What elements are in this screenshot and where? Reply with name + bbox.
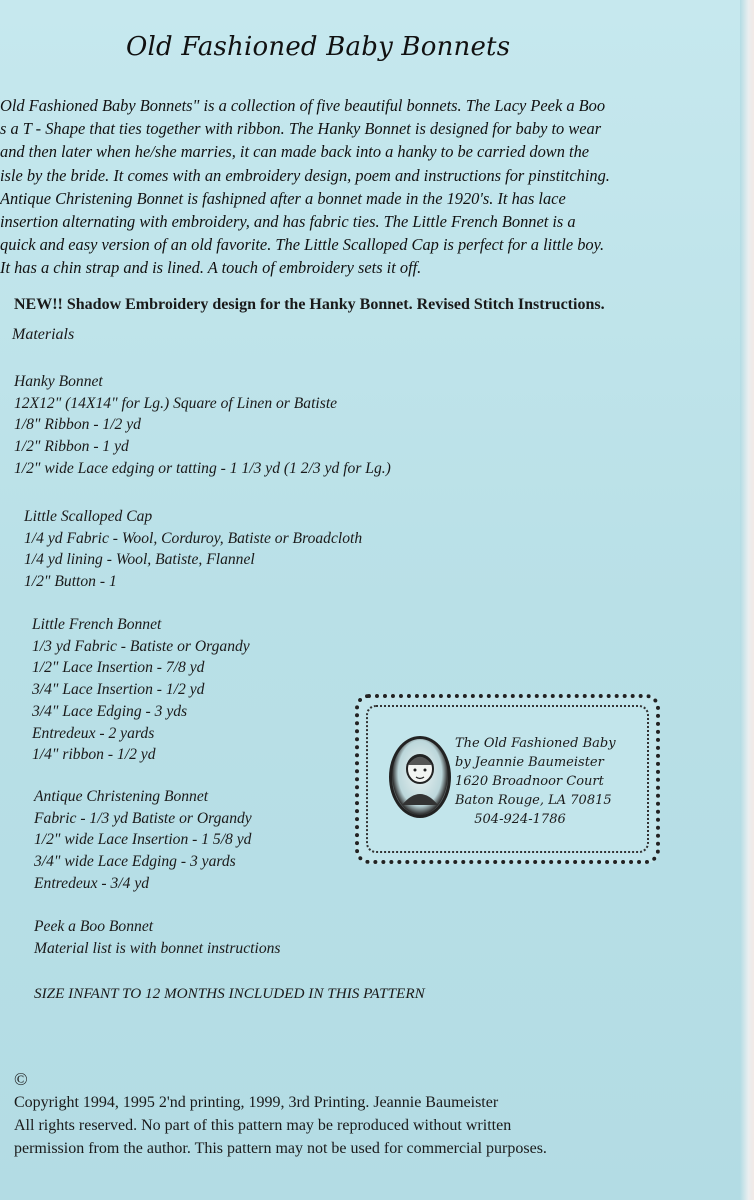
material-item: 3/4" Lace Edging - 3 yds xyxy=(32,702,188,720)
material-item: 3/4" wide Lace Edging - 3 yards xyxy=(34,853,236,871)
scalloped-cap-section xyxy=(24,506,362,593)
material-item: 1/2" Ribbon - 1 yd xyxy=(14,438,129,456)
peekaboo-bonnet-section xyxy=(34,916,280,959)
material-item: 1/3 yd Fabric - Batiste or Organdy xyxy=(32,637,250,655)
intro-line: insertion alternating with embroidery, and has fabric ties. The Little French Bonnet is a xyxy=(0,212,576,232)
christening-bonnet-section xyxy=(34,786,252,895)
material-item: 3/4" Lace Insertion - 1/2 yd xyxy=(32,681,205,699)
material-item: 1/4" ribbon - 1/2 yd xyxy=(32,746,156,764)
card-phone: 504-924-1786 xyxy=(474,812,566,827)
material-item: 1/2" wide Lace Insertion - 1 5/8 yd xyxy=(34,831,252,849)
material-item: 1/4 yd lining - Wool, Batiste, Flannel xyxy=(24,551,255,569)
material-item: Fabric - 1/3 yd Batiste or Organdy xyxy=(34,809,252,827)
copyright-symbol: © xyxy=(14,1069,28,1089)
intro-line: and then later when he/she marries, it can made back into a hanky to be carried down the xyxy=(0,142,590,162)
materials-heading: Materials xyxy=(12,326,75,343)
cameo-illustration xyxy=(392,739,448,815)
section-heading: Peek a Boo Bonnet xyxy=(34,918,154,935)
card-city: Baton Rouge, LA 70815 xyxy=(455,793,612,808)
intro-line: It has a chin strap and is lined. A touch of embroidery sets it off. xyxy=(0,258,422,278)
permission-line: permission from the author. This pattern may not be used for commercial purposes. xyxy=(14,1140,547,1157)
card-street: 1620 Broadnoor Court xyxy=(455,774,604,789)
section-heading: Hanky Bonnet xyxy=(14,373,103,390)
french-bonnet-section xyxy=(32,614,250,766)
size-note: SIZE INFANT TO 12 MONTHS INCLUDED IN THIS PATTERN xyxy=(34,985,425,1002)
intro-line: Old Fashioned Baby Bonnets" is a collection of five beautiful bonnets. The Lacy Peek a Boo xyxy=(0,96,606,115)
material-item: Entredeux - 2 yards xyxy=(32,724,155,742)
material-item: Material list is with bonnet instructions xyxy=(34,939,281,957)
copyright-line xyxy=(14,1068,547,1114)
material-item: 1/8" Ribbon - 1/2 yd xyxy=(14,416,141,434)
material-item: 1/4 yd Fabric - Wool, Corduroy, Batiste or Broadcloth xyxy=(24,529,363,547)
business-card-stamp xyxy=(355,694,660,864)
page-title: Old Fashioned Baby Bonnets xyxy=(126,32,511,62)
copyright-text: Copyright 1994, 1995 2'nd printing, 1999, 3rd Printing. Jeannie Baumeister xyxy=(14,1094,499,1111)
intro-line: s a T - Shape that ties together with ribbon. The Hanky Bonnet is designed for baby to wear xyxy=(0,119,602,139)
intro-paragraph xyxy=(0,94,754,280)
card-owner: by Jeannie Baumeister xyxy=(455,755,604,770)
hanky-bonnet-section xyxy=(14,371,391,480)
card-address xyxy=(455,734,616,829)
intro-line: quick and easy version of an old favorite. The Little Scalloped Cap is perfect for a little boy. xyxy=(0,235,605,255)
material-item: Entredeux - 3/4 yd xyxy=(34,874,150,892)
news-line: NEW!! Shadow Embroidery design for the Hanky Bonnet. Revised Stitch Instructions. xyxy=(14,296,605,313)
intro-line: Antique Christening Bonnet is fashipned after a bonnet made in the 1920's. It has lace xyxy=(0,188,566,208)
material-item: 12X12" (14X14" for Lg.) Square of Linen or Batiste xyxy=(14,394,338,412)
material-item: 1/2" Lace Insertion - 7/8 yd xyxy=(32,659,205,677)
section-heading: Antique Christening Bonnet xyxy=(34,788,209,805)
intro-line: isle by the bride. It comes with an embroidery design, poem and instructions for pinstitching. xyxy=(0,165,610,185)
page-edge xyxy=(740,0,754,1200)
copyright-block xyxy=(14,1068,547,1160)
section-heading: Little French Bonnet xyxy=(32,616,162,633)
card-business-name: The Old Fashioned Baby xyxy=(455,736,616,751)
baby-cameo-icon xyxy=(389,736,451,818)
material-item: 1/2" Button - 1 xyxy=(24,573,117,591)
material-item: 1/2" wide Lace edging or tatting - 1 1/3 yd (1 2/3 yd for Lg.) xyxy=(14,459,391,477)
rights-line: All rights reserved. No part of this pattern may be reproduced without written xyxy=(14,1117,512,1134)
section-heading: Little Scalloped Cap xyxy=(24,508,153,525)
